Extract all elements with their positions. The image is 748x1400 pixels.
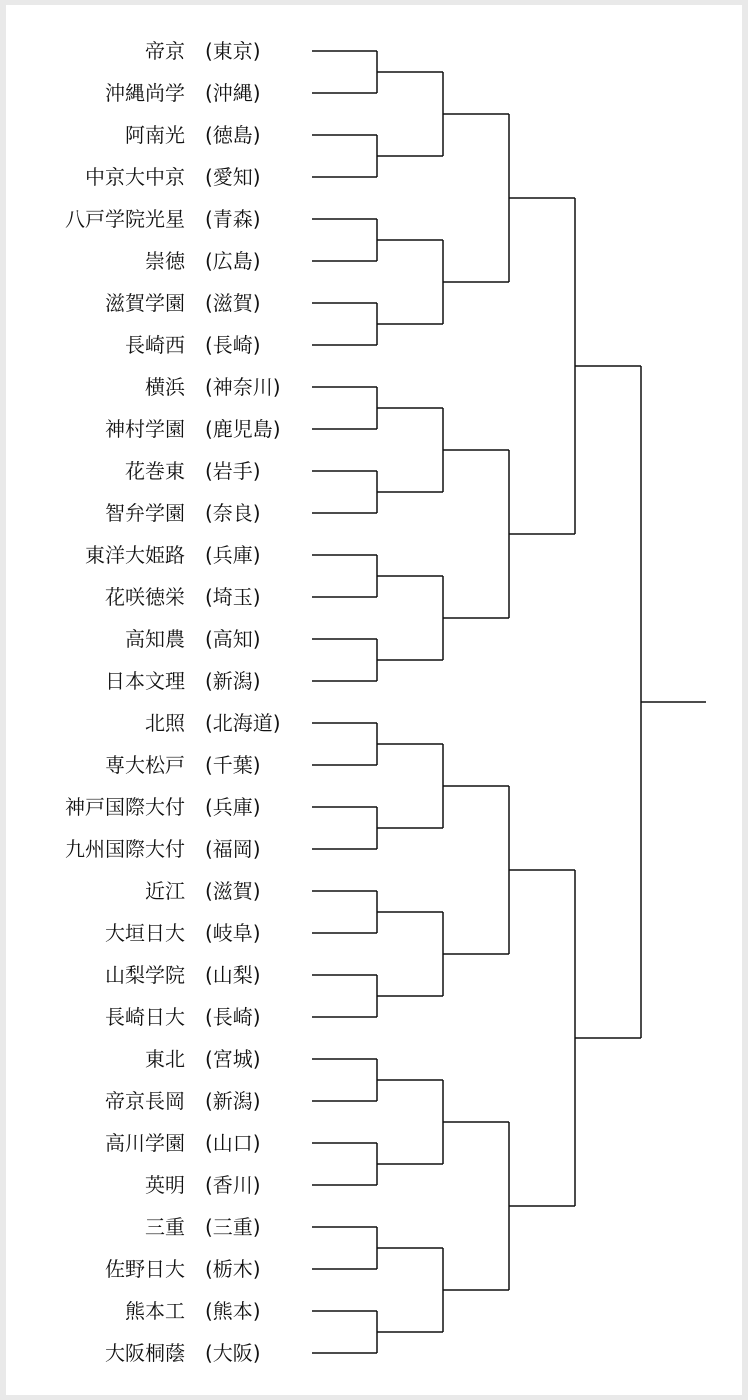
- team-name: 九州国際大付: [65, 837, 185, 861]
- team-name: 八戸学院光星: [65, 207, 185, 231]
- team-name: 阿南光: [125, 123, 185, 147]
- team-prefecture: (山口): [205, 1131, 261, 1155]
- team-name: 中京大中京: [85, 165, 185, 189]
- team-name: 沖縄尚学: [105, 81, 185, 105]
- team-prefecture: (北海道): [205, 711, 281, 735]
- team-prefecture: (沖縄): [205, 81, 261, 105]
- team-prefecture: (福岡): [205, 837, 261, 861]
- team-name: 近江: [145, 879, 185, 903]
- bracket-card: [6, 5, 742, 1395]
- team-prefecture: (新潟): [205, 669, 261, 693]
- team-prefecture: (長崎): [205, 1005, 261, 1029]
- team-prefecture: (兵庫): [205, 543, 261, 567]
- team-name: 北照: [145, 711, 185, 735]
- team-prefecture: (岩手): [205, 459, 261, 483]
- team-name: 神戸国際大付: [65, 795, 185, 819]
- team-name: 長崎日大: [105, 1005, 185, 1029]
- team-prefecture: (奈良): [205, 501, 261, 525]
- team-name: 神村学園: [105, 417, 185, 441]
- team-name: 滋賀学園: [105, 291, 185, 315]
- team-name: 熊本工: [125, 1299, 185, 1323]
- team-prefecture: (徳島): [205, 123, 261, 147]
- team-name: 高川学園: [105, 1131, 185, 1155]
- team-prefecture: (青森): [205, 207, 261, 231]
- team-prefecture: (鹿児島): [205, 417, 281, 441]
- team-prefecture: (大阪): [205, 1341, 261, 1365]
- team-name: 横浜: [145, 375, 185, 399]
- team-prefecture: (山梨): [205, 963, 261, 987]
- team-prefecture: (栃木): [205, 1257, 261, 1281]
- team-name: 帝京: [145, 39, 185, 63]
- team-name: 山梨学院: [105, 963, 185, 987]
- team-prefecture: (広島): [205, 249, 261, 273]
- team-name: 高知農: [125, 627, 185, 651]
- team-name: 佐野日大: [105, 1257, 185, 1281]
- team-name: 英明: [145, 1173, 185, 1197]
- team-prefecture: (千葉): [205, 753, 261, 777]
- team-name: 大垣日大: [105, 921, 185, 945]
- team-prefecture: (香川): [205, 1173, 261, 1197]
- team-prefecture: (熊本): [205, 1299, 261, 1323]
- team-prefecture: (滋賀): [205, 291, 261, 315]
- team-prefecture: (三重): [205, 1215, 261, 1239]
- team-name: 日本文理: [105, 669, 185, 693]
- team-prefecture: (滋賀): [205, 879, 261, 903]
- team-name: 花咲徳栄: [105, 585, 185, 609]
- team-name: 崇徳: [145, 249, 185, 273]
- team-prefecture: (長崎): [205, 333, 261, 357]
- team-name: 智弁学園: [105, 501, 185, 525]
- team-name: 三重: [145, 1215, 185, 1239]
- team-name: 長崎西: [125, 333, 185, 357]
- team-prefecture: (神奈川): [205, 375, 281, 399]
- team-prefecture: (宮城): [205, 1047, 261, 1071]
- team-name: 帝京長岡: [105, 1089, 185, 1113]
- team-name: 専大松戸: [105, 753, 185, 777]
- tournament-bracket: [6, 5, 742, 1395]
- team-name: 東洋大姫路: [85, 543, 185, 567]
- team-name: 大阪桐蔭: [105, 1341, 185, 1365]
- team-prefecture: (高知): [205, 627, 261, 651]
- team-prefecture: (埼玉): [205, 585, 261, 609]
- team-prefecture: (東京): [205, 39, 261, 63]
- team-name: 花巻東: [125, 459, 185, 483]
- team-prefecture: (新潟): [205, 1089, 261, 1113]
- team-prefecture: (愛知): [205, 165, 261, 189]
- team-name: 東北: [145, 1047, 185, 1071]
- team-prefecture: (岐阜): [205, 921, 261, 945]
- team-prefecture: (兵庫): [205, 795, 261, 819]
